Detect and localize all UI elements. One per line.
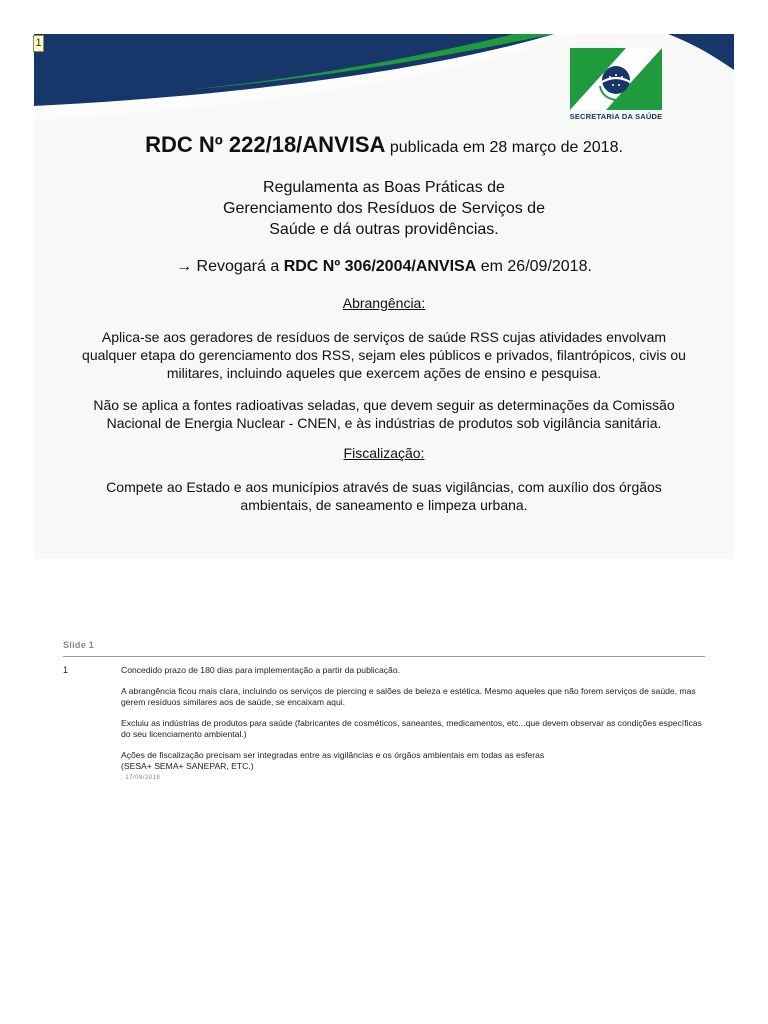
revoke-prefix: → Revogará a	[176, 258, 284, 275]
subtitle-line: Regulamenta as Boas Práticas de	[263, 179, 505, 196]
slide-body	[34, 130, 734, 514]
note-paragraph: Concedido prazo de 180 dias para implementação a partir da publicação.	[121, 665, 400, 675]
note-paragraph: Excluiu as indústrias de produtos para saúde (fabricantes de cosméticos, saneantes, medicamentos, etc...que devem observar as condições específicas do seu licenciamento ambiental.)	[121, 718, 702, 739]
slide-subtitle	[34, 177, 734, 240]
revoke-rdc: RDC Nº 306/2004/ANVISA	[283, 258, 477, 275]
subtitle-line: Gerenciamento dos Resíduos de Serviços de	[223, 200, 545, 217]
slide	[34, 34, 734, 559]
slide-notes	[63, 640, 705, 784]
revoke-line	[34, 256, 734, 278]
secretaria-caption: SECRETARIA DA SAÚDE	[569, 112, 663, 121]
note-paragraph: A abrangência ficou mais clara, incluindo os serviços de piercing e salões de beleza e estética. Mesmo aqueles que não forem serviços de saúde, mas gerem resíduos similares aos de saúde, se encaixam aqui.	[121, 686, 696, 707]
note-item	[63, 665, 705, 784]
fiscalizacao-paragraph: Compete ao Estado e aos municípios através de suas vigilâncias, com auxílio dos órgãos ambientais, de saneamento e limpeza urbana.	[106, 479, 662, 513]
subtitle-line: Saúde e dá outras providências.	[269, 221, 499, 238]
notes-title: Slide 1	[63, 640, 95, 650]
abrangencia-paragraph-2: Não se aplica a fontes radioativas seladas, que devem seguir as determinações da Comissão Nacional de Energia Nuclear - CNEN, e às indústrias de produtos sob vigilância sanitária.	[93, 397, 675, 431]
note-paragraph	[121, 750, 705, 772]
page-marker: 1	[33, 35, 44, 52]
note-number: 1	[63, 665, 69, 675]
note-date: ; 17/09/2018	[121, 775, 161, 781]
note-body	[121, 665, 705, 784]
heading-fiscalizacao: Fiscalização:	[343, 445, 425, 461]
notes-divider	[63, 656, 705, 657]
note-line: (SESA+ SEMA+ SANEPAR, ETC.)	[121, 761, 254, 771]
title-published-date: publicada em 28 março de 2018.	[385, 139, 623, 156]
heading-abrangencia: Abrangência:	[342, 295, 426, 311]
slide-title	[34, 132, 734, 161]
title-rdc: RDC Nº 222/18/ANVISA	[145, 132, 386, 157]
abrangencia-paragraph-1: Aplica-se aos geradores de resíduos de serviços de saúde RSS cujas atividades envolvam qualquer etapa do gerenciamento dos RSS, sejam eles públicos e privados, filantrópicos, civis ou militares, incluindo aqueles que exercem ações de ensino e pesquisa.	[82, 329, 686, 381]
revoke-date: em 26/09/2018.	[476, 258, 592, 275]
note-line: Ações de fiscalização precisam ser integradas entre as vigilâncias e os órgãos ambientais em todas as esferas	[121, 750, 545, 760]
